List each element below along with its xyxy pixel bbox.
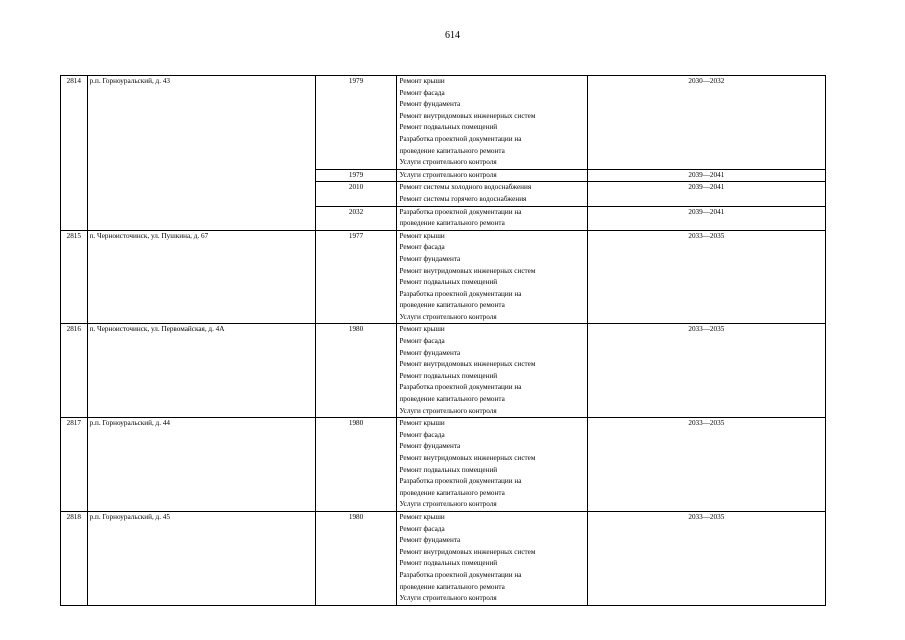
cell-year: 2032 — [315, 206, 397, 230]
work-item: Ремонт крыши — [399, 325, 445, 334]
work-item: Услуги строительного контроля — [399, 170, 497, 179]
work-item: Ремонт фасада — [399, 430, 445, 439]
work-item: проведение капитального ремонта — [399, 488, 505, 497]
work-item: Ремонт крыши — [399, 231, 445, 240]
cell-works — [397, 418, 587, 512]
table-row — [61, 230, 826, 324]
cell-year: 1979 — [315, 76, 397, 170]
work-item: Разработка проектной документации на — [399, 207, 522, 216]
work-item: Ремонт внутридомовых инженерных систем — [399, 454, 536, 462]
work-item: Ремонт внутридомовых инженерных систем — [399, 547, 536, 556]
work-item: Ремонт подвальных помещений — [399, 371, 498, 380]
work-item: Ремонт фундамента — [399, 254, 461, 263]
cell-works — [397, 169, 587, 182]
cell-period: 2030—2032 — [587, 76, 825, 170]
cell-year: 1980 — [315, 511, 397, 605]
cell-period: 2033—2035 — [587, 324, 825, 418]
table-row — [61, 76, 826, 170]
work-item: Ремонт подвальных помещений — [399, 465, 498, 474]
work-item: Ремонт фасада — [399, 88, 445, 97]
work-item: Услуги строительного контроля — [399, 594, 497, 603]
work-item: Ремонт системы горячего водоснабжения — [399, 194, 527, 203]
cell-address: п. Черноисточинск, ул. Пушкина, д. 67 — [87, 230, 315, 324]
cell-works — [397, 230, 587, 324]
cell-year: 1977 — [315, 230, 397, 324]
work-item: Разработка проектной документации на — [399, 134, 522, 143]
page-number: 614 — [445, 30, 460, 41]
cell-address: п. Черноисточинск, ул. Первомайская, д. 4А — [87, 324, 315, 418]
work-item: Ремонт системы холодного водоснабжения — [399, 183, 532, 192]
cell-period: 2033—2035 — [587, 511, 825, 605]
cell-number: 2814 — [61, 76, 88, 231]
work-item: Ремонт фасада — [399, 243, 445, 252]
work-item: Ремонт внутридомовых инженерных систем — [399, 111, 536, 120]
cell-year: 1980 — [315, 418, 397, 512]
cell-period: 2039—2041 — [587, 169, 825, 182]
cell-works — [397, 511, 587, 605]
work-item: Разработка проектной документации на — [399, 570, 522, 579]
work-item: проведение капитального ремонта — [399, 146, 505, 155]
work-item: Ремонт фундамента — [399, 348, 461, 357]
work-item: Разработка проектной документации на — [399, 289, 522, 298]
work-item: Услуги строительного контроля — [399, 312, 497, 321]
cell-year: 1979 — [315, 169, 397, 182]
work-item: Ремонт крыши — [399, 512, 445, 521]
cell-works — [397, 182, 587, 206]
work-item: Ремонт подвальных помещений — [399, 278, 498, 287]
table-body — [61, 76, 826, 606]
cell-period: 2033—2035 — [587, 230, 825, 324]
cell-period: 2039—2041 — [587, 182, 825, 206]
work-item: проведение капитального ремонта — [399, 219, 505, 228]
cell-works — [397, 76, 587, 170]
work-item: Услуги строительного контроля — [399, 406, 497, 415]
work-item: Услуги строительного контроля — [399, 500, 497, 509]
work-item: Ремонт фундамента — [399, 536, 461, 545]
work-item: Ремонт фундамента — [399, 442, 461, 451]
work-item: Разработка проектной документации на — [399, 383, 522, 392]
cell-number: 2815 — [61, 230, 88, 324]
work-item: Ремонт фасада — [399, 337, 445, 346]
work-item: Услуги строительного контроля — [399, 158, 497, 167]
table-row — [61, 418, 826, 512]
work-item: проведение капитального ремонта — [399, 582, 505, 591]
work-item: Ремонт внутридомовых инженерных систем — [399, 266, 536, 275]
cell-works — [397, 324, 587, 418]
work-item: Ремонт фундамента — [399, 100, 461, 109]
work-item: Разработка проектной документации на — [399, 477, 522, 486]
work-item: проведение капитального ремонта — [399, 301, 505, 310]
table-row — [61, 511, 826, 605]
cell-address: р.п. Горноуральский, д. 45 — [87, 511, 315, 605]
cell-year: 2010 — [315, 182, 397, 206]
cell-year: 1980 — [315, 324, 397, 418]
cell-period: 2033—2035 — [587, 418, 825, 512]
cell-number: 2818 — [61, 511, 88, 605]
work-item: Ремонт подвальных помещений — [399, 559, 498, 568]
cell-works — [397, 206, 587, 230]
work-item: Ремонт фасада — [399, 524, 445, 533]
repair-schedule-table — [60, 75, 826, 606]
work-item: Ремонт крыши — [399, 77, 445, 85]
cell-address: р.п. Горноуральский, д. 44 — [87, 418, 315, 512]
work-item: Ремонт внутридомовых инженерных систем — [399, 360, 536, 369]
cell-number: 2816 — [61, 324, 88, 418]
work-item: Ремонт крыши — [399, 419, 445, 428]
cell-address: р.п. Горноуральский, д. 43 — [87, 76, 315, 231]
cell-number: 2817 — [61, 418, 88, 512]
table-row — [61, 324, 826, 418]
work-item: проведение капитального ремонта — [399, 395, 505, 404]
work-item: Ремонт подвальных помещений — [399, 123, 498, 132]
cell-period: 2039—2041 — [587, 206, 825, 230]
